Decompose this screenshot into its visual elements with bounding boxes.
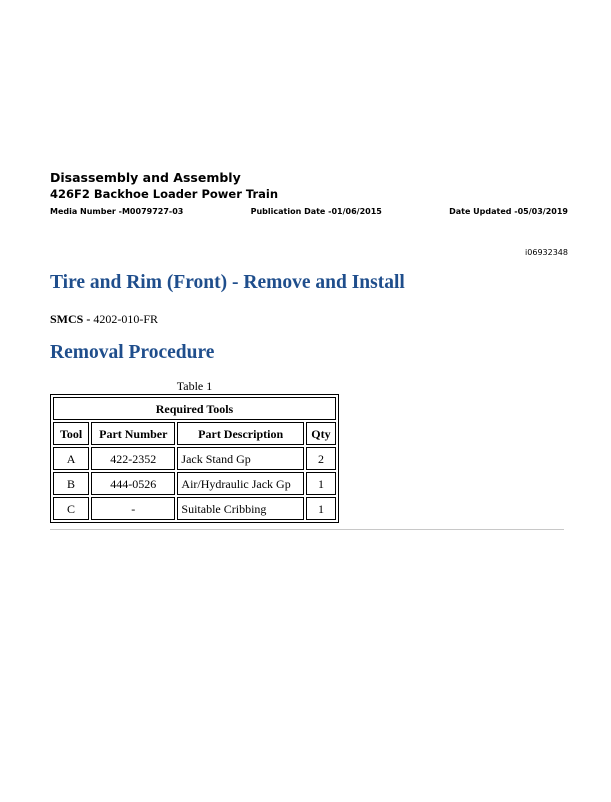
media-number: Media Number -M0079727-03 — [50, 207, 184, 216]
table-row — [53, 472, 336, 495]
cell-tool: A — [53, 447, 89, 470]
doc-type: Disassembly and Assembly — [50, 170, 241, 185]
page-title: Tire and Rim (Front) - Remove and Install — [50, 272, 405, 293]
smcs-value: 4202-010-FR — [90, 312, 159, 326]
cell-tool: C — [53, 497, 89, 520]
cell-part-number: 422-2352 — [91, 447, 175, 470]
cell-part-description: Jack Stand Gp — [177, 447, 303, 470]
table-row — [53, 497, 336, 520]
column-header-qty: Qty — [306, 422, 336, 445]
cell-qty: 1 — [306, 497, 336, 520]
meta-row — [50, 207, 568, 217]
table-header-row — [53, 422, 336, 445]
cell-part-number: 444-0526 — [91, 472, 175, 495]
cell-part-description: Suitable Cribbing — [177, 497, 303, 520]
date-updated: Date Updated -05/03/2019 — [449, 207, 568, 216]
document-header — [50, 170, 568, 217]
required-tools-table — [50, 394, 339, 523]
table-heading: Required Tools — [53, 397, 336, 420]
column-header-part-description: Part Description — [177, 422, 303, 445]
cell-part-number: - — [91, 497, 175, 520]
section-title: Removal Procedure — [50, 342, 215, 363]
doc-id: i06932348 — [525, 248, 568, 257]
table-heading-row — [53, 397, 336, 420]
cell-part-description: Air/Hydraulic Jack Gp — [177, 472, 303, 495]
publication-date: Publication Date -01/06/2015 — [250, 207, 382, 216]
column-header-tool: Tool — [53, 422, 89, 445]
cell-qty: 1 — [306, 472, 336, 495]
doc-model: 426F2 Backhoe Loader Power Train — [50, 187, 279, 201]
smcs-label: SMCS - — [50, 312, 91, 326]
table-caption: Table 1 — [176, 379, 213, 393]
cell-qty: 2 — [306, 447, 336, 470]
smcs-code — [50, 312, 158, 326]
cell-tool: B — [53, 472, 89, 495]
column-header-part-number: Part Number — [91, 422, 175, 445]
divider — [50, 529, 564, 530]
table-row — [53, 447, 336, 470]
